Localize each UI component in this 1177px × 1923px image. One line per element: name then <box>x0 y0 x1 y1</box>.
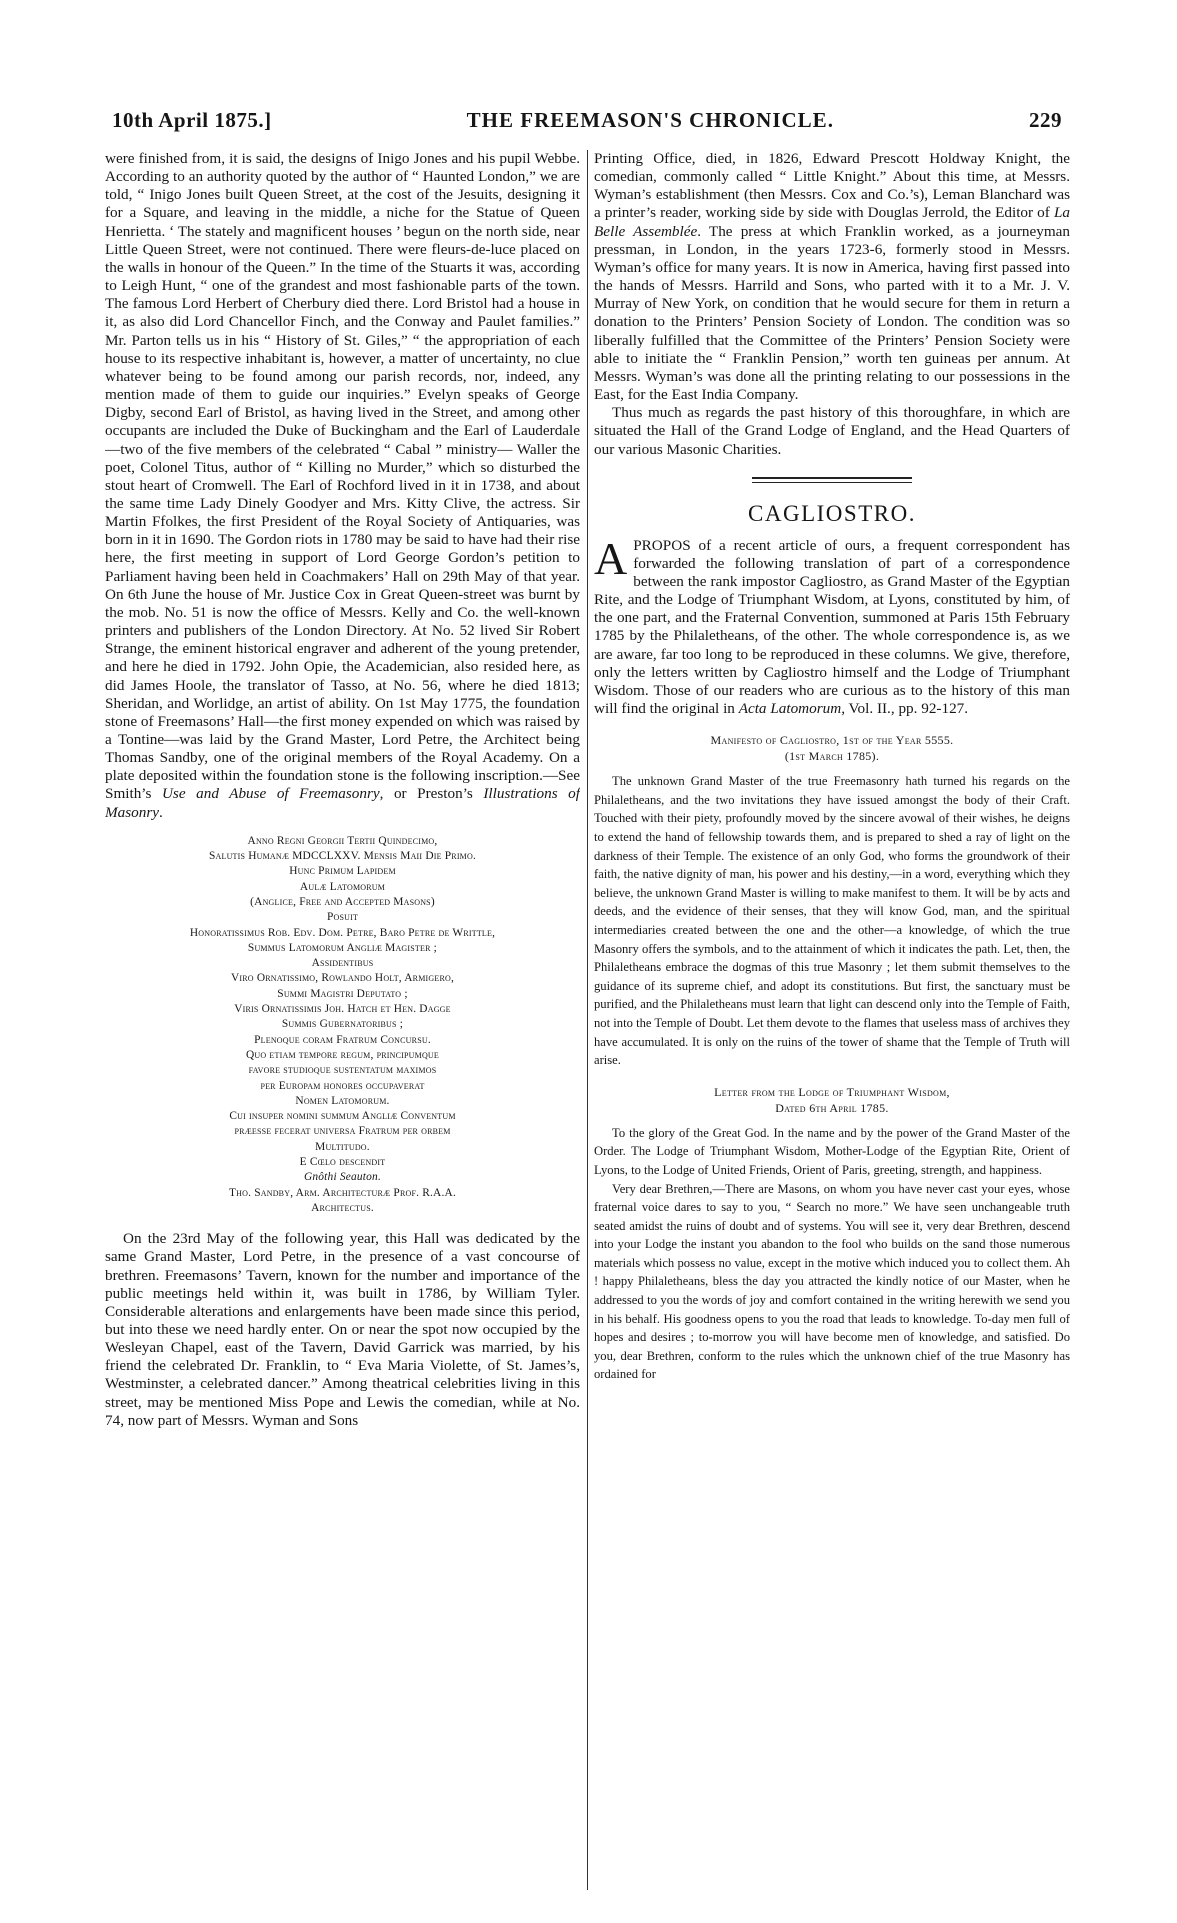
right-column <box>594 150 1070 1890</box>
drop-cap: A <box>594 532 628 584</box>
article-paragraph: were finished from, it is said, the designs of Inigo Jones and his pupil Webbe. According to an authority quoted by the author of “ Haunted London,” we are told, “ Inigo Jones built Queen Street, at the cost of the Jesuits, designing it for a Square, and leaving in the middle, a niche for the Statue of Queen Henrietta. ‘ The stately and magnificent houses ’ begun on the north side, near Little Queen Street, were not continued. There were fleurs-de-luce placed on the walls in honour of the Queen.” In the time of the Stuarts it was, according to Leigh Hunt, “ one of the grandest and most fashionable parts of the town. The famous Lord Herbert of Cherbury died there. Lord Bristol had a house in it, as also did Lord Chancellor Finch, and the Conway and Paulet families.” Mr. Parton tells us in his “ History of St. Giles,” “ the appropriation of each house to its respective inhabitant is, however, a matter of uncertainty, no clue whatever being to be found among our parish records, nor, indeed, any mention made of them to guide our inquiries.” Evelyn speaks of George Digby, second Earl of Bristol, as having lived in the Street, and among other occupants are included the Duke of Buckingham and the Earl of Lauderdale—two of the five members of the celebrated “ Cabal ” ministry— Waller the poet, Colonel Titus, author of “ Killing no Murder,” which so disturbed the stout heart of Cromwell. The Earl of Rochford lived in it in 1738, and about the same time Lady Dinely Goodyer and Mrs. Kitty Clive, the actress. Sir Martin Ffolkes, the first President of the Royal Society of Antiquaries, was born in it in 1690. The Gordon riots in 1780 may be said to have had their rise here, the first meeting in support of Lord George Gordon’s petition to Parliament having been held in Coachmakers’ Hall on 29th May of that year. On 6th June the house of Mr. Justice Cox in Great Queen-street was burnt by the mob. No. 51 is now the office of Messrs. Kelly and Co. the well-known printers and publishers of the London Directory. At No. 52 lived Sir Robert Strange, the eminent historical engraver and adherent of the young pretender, and here he died in 1792. John Opie, the Academician, also resided here, as did James Hoole, the translator of Tasso, at No. 56, where he died 1813; Sheridan, and Worlidge, an artist of ability. On 1st May 1775, the foundation stone of Freemasons’ Hall—the first money expended on which was raised by a Tontine—was laid by the Grand Master, Lord Petre, the Architect being Thomas Sandby, one of the original members of the Royal Academy. On a plate deposited within the foundation stone is the following inscription.—See Smith’s Use and Abuse of Freemasonry, or Preston’s Illustrations of Masonry. <box>105 150 580 821</box>
page-number: 229 <box>1029 108 1062 132</box>
column-divider <box>587 150 588 1890</box>
issue-date: 10th April 1875.] <box>112 108 272 132</box>
left-column <box>105 150 580 1890</box>
intro-paragraph: A PROPOS of a recent article of ours, a frequent correspondent has forwarded the following translation of part of a correspondence between the rank impostor Cagliostro, as Grand Master of the Egyptian Rite, and the Lodge of Triumphant Wisdom, at Lyons, constituted by him, of the one part, and the Fraternal Convention, summoned at Paris 15th February 1785 by the Philaletheans, of the other. The whole correspondence is, as we are aware, far too long to be reproduced in these columns. We give, therefore, only the letters written by Cagliostro himself and the Lodge of Triumphant Wisdom. Those of our readers who are curious as to the history of this man will find the original in Acta Latomorum, Vol. II., pp. 92-127. <box>594 532 1070 718</box>
manifesto-text: The unknown Grand Master of the true Freemasonry hath turned his regards on the Philaletheans, and the two invitations they have issued amongst the body of their Craft. Touched with their piety, profoundly moved by the sincere avowal of their wishes, he deigns to extend the hand of fellowship towards them, and is prepared to shed a ray of light on the darkness of their Temple. The existence of an only God, who forms the groundwork of their faith, the native dignity of man, his power and his destiny,—in a word, everything which they believe, the unknown Grand Master is willing to make manifest to them. It will be by acts and deeds, and the evidence of their senses, that they will know God, man, and the spiritual intermediaries created between the one and the other—a knowledge, of which the true Masonry offers the symbols, and to the attainment of which it indicates the path. Let, then, the Philaletheans embrace the dogmas of this true Masonry ; let them submit themselves to the guidance of its supreme chief, and adopt its constitutions. But first, the sanctuary must be purified, and the Philaletheans must learn that light can descend only into the Temple of Faith, not into the Temple of Doubt. Let them devote to the flames that useless mass of archives they have accumulated. It is only on the ruins of the tower of shame that the Temple of Truth will arise. <box>594 774 1070 1068</box>
foundation-inscription: Anno Regni Georgii Tertii Quindecimo, Salutis Humanæ MDCCLXXV. Mensis Maii Die Primo. Hunc Primum Lapidem Aulæ Latomorum (Anglice, Free and Accepted Masons) Posuit Honoratissimus Rob. Edv. Dom. Petre, Baro Petre de Writtle, Summus Latomorum Angliæ Magister ; Assidentibus Viro Ornatissimo, Rowlando Holt, Armigero, Summi Magistri Deputato ; Viris Ornatissimis Joh. Hatch et Hen. Dagge Summis Gubernatoribus ; Plenoque coram Fratrum Concursu. Quo etiam tempore regum, principumque favore studioque sustentatum maximos per Europam honores occupaverat Nomen Latomorum. Cui insuper nomini summum Angliæ Conventum præesse fecerat universa Fratrum per orbem Multitudo. E Cœlo descendit Gnôthi Seauton. Tho. Sandby, Arm. Architecturæ Prof. R.A.A. Architectus. <box>189 834 496 1214</box>
letter-text: To the glory of the Great God. In the name and by the power of the Grand Master of the Order. The Lodge of Triumphant Wisdom, Mother-Lodge of the Egyptian Rite, Orient of Lyons, to the Lodge of United Friends, Orient of Paris, greeting, strength, and happiness. <box>594 1125 1070 1177</box>
section-title: CAGLIOSTRO. <box>748 500 916 526</box>
masthead-title: THE FREEMASON'S CHRONICLE. <box>466 108 834 132</box>
manifesto-heading: Manifesto of Cagliostro, 1st of the Year 5555. (1st March 1785). <box>710 733 954 764</box>
page-header <box>112 108 1062 144</box>
article-paragraph: Printing Office, died, in 1826, Edward Prescott Holdway Knight, the comedian, commonly called “ Little Knight.” About this time, at Messrs. Wyman’s establishment (then Messrs. Cox and Co.’s), Leman Blanchard was a printer’s reader, working side by side with Douglas Jerrold, the Editor of La Belle Assemblée. The press at which Franklin worked, as a journeyman pressman, in London, in the years 1723-6, formerly stood in Messrs. Wyman’s office for many years. It is now in America, having first passed into the hands of Messrs. Harrild and Sons, who parted with it to a Mr. J. V. Murray of New York, on condition that he would secure for them in return a donation to the Printers’ Pension Society of London. The condition was so liberally fulfilled that the Committee of the Printers’ Pension Society were able to initiate the “ Franklin Pension,” worth ten guineas per annum. At Messrs. Wyman’s was done all the printing relating to our possessions in the East, for the East India Company. <box>594 150 1070 404</box>
letter-text: Very dear Brethren,—There are Masons, on whom you have never cast your eyes, whose fraternal voice dares to say to you, “ Search no more.” We have seen unchangeable truth seated amidst the ruins of doubt and of systems. You will see it, very dear Brethren, descend into your Lodge the instant you abandon to the fool who builds on the sand those numerous materials which possess no value, except in the motive which induced you to collect them. Ah ! happy Philaletheans, bless the day you attracted the kindly notice of our Master, when he addressed to you the words of joy and comfort contained in the writing herewith we send you in his behalf. His goodness opens to you the road that leads to knowledge. To-day men full of hopes and desires ; to-morrow you will have become men of knowledge, and satisfied. Do you, dear Brethren, conform to the rules which the unknown chief of the true Masonry has ordained for <box>594 1181 1070 1382</box>
article-paragraph: Thus much as regards the past history of this thoroughfare, in which are situated the Hall of the Grand Lodge of England, and the Head Quarters of our various Masonic Charities. <box>594 404 1070 458</box>
letter-heading: Letter from the Lodge of Triumphant Wisdom, Dated 6th April 1785. <box>714 1084 950 1115</box>
article-paragraph: On the 23rd May of the following year, this Hall was dedicated by the same Grand Master, Lord Petre, in the presence of a vast concourse of brethren. Freemasons’ Tavern, known for the number and importance of the public meetings held within it, was built in 1786, by William Tyler. Considerable alterations and enlargements have been made since this period, but into these we need hardly enter. On or near the spot now occupied by the Wesleyan Chapel, east of the Tavern, David Garrick was married, by his friend the celebrated Dr. Franklin, to “ Eva Maria Violette, of St. James’s, Westminster, a celebrated dancer.” Among theatrical celebrities living in this street, may be mentioned Miss Pope and Lewis the comedian, while at No. 74, now part of Messrs. Wyman and Sons <box>105 1230 580 1429</box>
section-rule <box>752 477 912 479</box>
section-rule <box>752 482 912 483</box>
